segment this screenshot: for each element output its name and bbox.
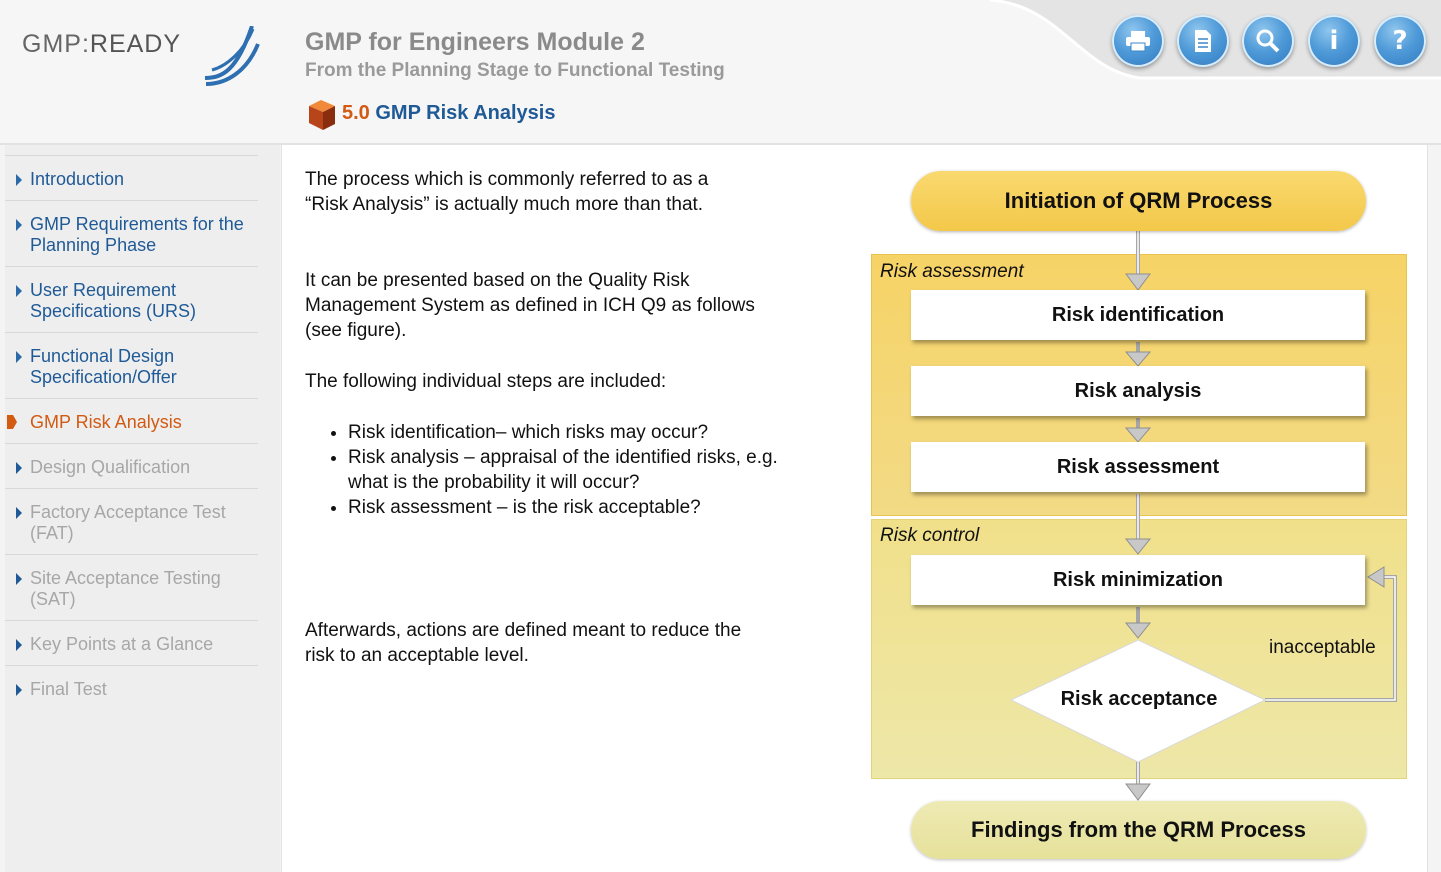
nav-item-label: Design Qualification bbox=[30, 457, 191, 477]
risk-analysis-step: Risk analysis bbox=[911, 366, 1365, 416]
nav-item-label: Key Points at a Glance bbox=[30, 634, 214, 654]
chevron-right-icon bbox=[16, 462, 22, 474]
document-button[interactable] bbox=[1177, 15, 1229, 67]
ich-q9-paragraph: It can be presented based on the Quality Risk Management System as defined in ICH Q9 as follows (see figure). bbox=[305, 270, 755, 341]
nav-item-urs[interactable] bbox=[5, 266, 258, 332]
course-title: GMP for Engineers Module 2 bbox=[305, 28, 645, 56]
help-button[interactable] bbox=[1374, 15, 1426, 67]
nav-item-sat bbox=[5, 554, 258, 620]
nav-item-final-test bbox=[5, 665, 258, 710]
risk-assessment-label: Risk assessment bbox=[880, 261, 1024, 282]
risk-minimization-step: Risk minimization bbox=[911, 555, 1365, 605]
nav-item-label: GMP Risk Analysis bbox=[30, 412, 182, 432]
question-icon: ? bbox=[1392, 26, 1408, 56]
search-button[interactable] bbox=[1242, 15, 1294, 67]
nav-item-design-qualification bbox=[5, 443, 258, 488]
risk-assessment-step: Risk assessment bbox=[911, 442, 1365, 492]
chevron-right-icon bbox=[16, 174, 22, 186]
section-title: GMP Risk Analysis bbox=[375, 102, 556, 124]
nav-item-label: GMP Requirements for the Planning Phase bbox=[30, 214, 244, 255]
magnifier-icon bbox=[1255, 28, 1281, 54]
list-item: • Risk assessment – is the risk acceptable? bbox=[348, 495, 798, 520]
nav-item-gmp-requirements[interactable] bbox=[5, 200, 258, 266]
nav-item-label: Factory Acceptance Test (FAT) bbox=[30, 502, 226, 543]
print-button[interactable] bbox=[1112, 15, 1164, 67]
cube-icon bbox=[307, 98, 337, 132]
document-icon bbox=[1193, 29, 1213, 53]
info-icon: i bbox=[1329, 26, 1339, 56]
chevron-right-icon bbox=[16, 639, 22, 651]
chevron-right-icon bbox=[16, 573, 22, 585]
course-subtitle: From the Planning Stage to Functional Testing bbox=[305, 60, 725, 81]
conclusion-paragraph: Afterwards, actions are defined meant to reduce the risk to an acceptable level. bbox=[305, 620, 742, 666]
intro-paragraph: The process which is commonly referred to as a “Risk Analysis” is actually much more than that. bbox=[305, 169, 709, 215]
list-item: • Risk identification– which risks may occur? bbox=[348, 420, 798, 445]
info-button[interactable] bbox=[1308, 15, 1360, 67]
section-heading bbox=[342, 102, 555, 125]
chevron-right-icon bbox=[16, 507, 22, 519]
chevron-right-icon bbox=[16, 219, 22, 231]
nav-item-label: User Requirement Specifications (URS) bbox=[30, 280, 197, 321]
nav-item-gmp-risk-analysis[interactable] bbox=[5, 398, 258, 443]
end-node: Findings from the QRM Process bbox=[911, 801, 1366, 859]
risk-control-label: Risk control bbox=[880, 525, 980, 546]
risk-identification-step: Risk identification bbox=[911, 290, 1365, 340]
section-number: 5.0 bbox=[342, 102, 370, 124]
app-logo bbox=[22, 26, 262, 86]
printer-icon bbox=[1125, 30, 1151, 52]
sidebar bbox=[5, 145, 280, 872]
nav-item-fat bbox=[5, 488, 258, 554]
steps-intro-paragraph: The following individual steps are included: bbox=[305, 371, 667, 392]
chevron-right-icon bbox=[16, 351, 22, 363]
current-marker-icon bbox=[7, 415, 17, 429]
navigation-list bbox=[5, 155, 258, 710]
nav-item-introduction[interactable] bbox=[5, 155, 258, 200]
chevron-right-icon bbox=[16, 285, 22, 297]
nav-item-label: Final Test bbox=[30, 679, 107, 699]
nav-item-label: Site Acceptance Testing (SAT) bbox=[30, 568, 221, 609]
risk-acceptance-decision: Risk acceptance bbox=[1060, 688, 1218, 710]
logo-text: GMP:READY bbox=[22, 30, 182, 58]
loop-label: inacceptable bbox=[1269, 637, 1376, 658]
nav-item-label: Introduction bbox=[30, 169, 125, 189]
nav-item-functional-design[interactable] bbox=[5, 332, 258, 398]
list-item: • Risk analysis – appraisal of the identified risks, e.g. what is the probability it will occur? bbox=[348, 445, 798, 495]
chevron-right-icon bbox=[16, 684, 22, 696]
nav-item-key-points bbox=[5, 620, 258, 665]
logo-swoosh-icon bbox=[22, 26, 262, 86]
steps-list bbox=[305, 420, 798, 520]
nav-item-label: Functional Design Specification/Offer bbox=[30, 346, 177, 387]
start-node: Initiation of QRM Process bbox=[911, 171, 1366, 231]
